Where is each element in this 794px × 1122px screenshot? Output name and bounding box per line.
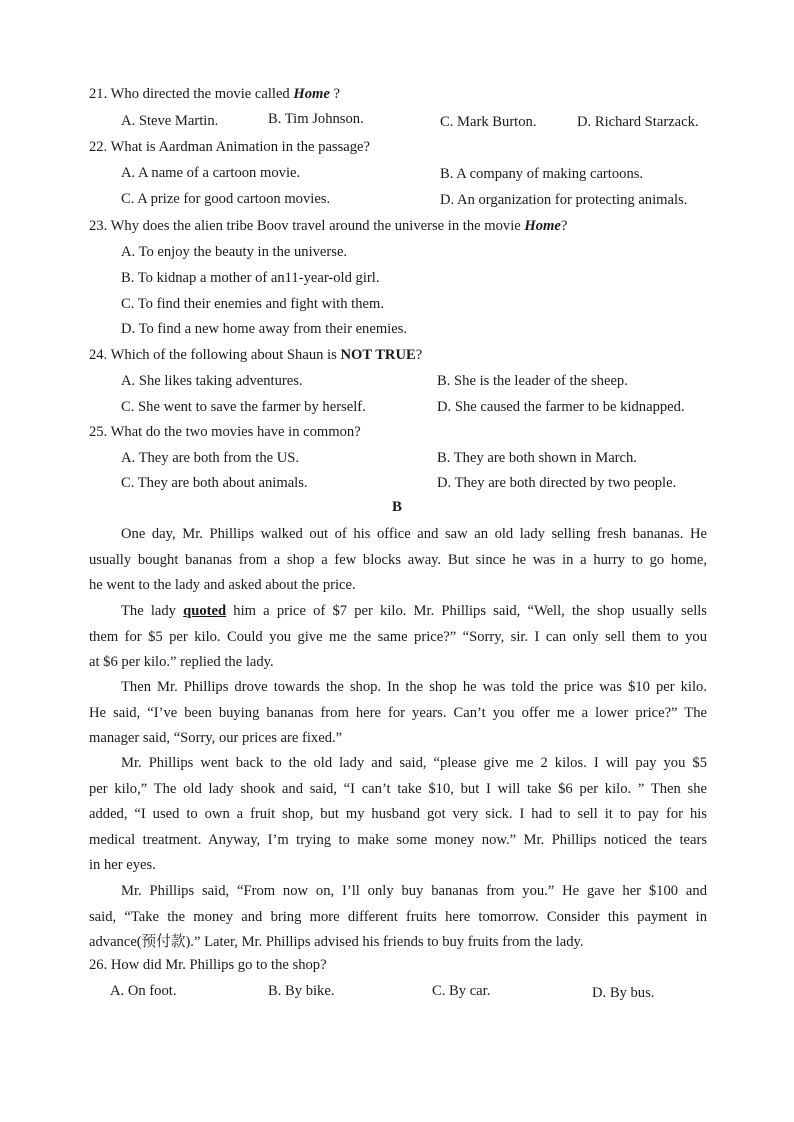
q25-option-b: B. They are both shown in March. <box>437 450 637 466</box>
passage-paragraph-2 <box>89 599 707 676</box>
q21-option-b: B. Tim Johnson. <box>268 111 364 127</box>
passage-line: manager said, “Sorry, our prices are fixed.” <box>89 730 343 746</box>
passage-text: The lady <box>121 603 184 619</box>
passage-line: Mr. Phillips said, “From now on, I’ll only buy bananas from you.” He gave her $100 and <box>121 883 707 899</box>
question-23-stem <box>89 218 567 235</box>
q24-option-d: D. She caused the farmer to be kidnapped. <box>437 399 685 415</box>
passage-paragraph-3 <box>89 675 707 752</box>
question-25-stem: 25. What do the two movies have in common? <box>89 424 361 440</box>
q25-option-a: A. They are both from the US. <box>121 450 300 466</box>
passage-line: in her eyes. <box>89 857 156 873</box>
q21-option-d: D. Richard Starzack. <box>577 114 699 130</box>
q23-movie-title: Home <box>524 218 561 234</box>
passage-line: added, “I used to own a fruit shop, but my husband got very sick. I had to sell it to pay for his <box>89 806 707 822</box>
q25-option-d: D. They are both directed by two people. <box>437 475 677 491</box>
q24-option-c: C. She went to save the farmer by herself. <box>121 399 366 415</box>
q24-option-a: A. She likes taking adventures. <box>121 373 303 389</box>
q23-option-c: C. To find their enemies and fight with them. <box>121 296 384 312</box>
passage-line: He said, “I’ve been buying bananas from here for years. Can’t you offer me a lower price?” The <box>89 704 707 721</box>
passage-line: advance(预付款).” Later, Mr. Phillips advised his friends to buy fruits from the lady. <box>89 934 584 950</box>
q22-option-b: B. A company of making cartoons. <box>440 166 644 182</box>
q23-stem-end: ? <box>560 218 568 234</box>
passage-line: One day, Mr. Phillips walked out of his office and saw an old lady selling fresh bananas. He <box>121 526 707 542</box>
passage-line: Then Mr. Phillips drove towards the shop. In the shop he was told the price was $10 per kilo. <box>121 679 707 695</box>
q22-option-a: A. A name of a cartoon movie. <box>121 165 301 181</box>
q22-option-d: D. An organization for protecting animals. <box>440 192 688 208</box>
question-26-stem: 26. How did Mr. Phillips go to the shop? <box>89 957 327 973</box>
passage-line: usually bought bananas from a shop a few blocks away. But since he was in a hurry to go home, <box>89 551 707 568</box>
q26-option-c: C. By car. <box>432 983 491 999</box>
q24-not-true: NOT TRUE <box>340 347 416 363</box>
q26-option-b: B. By bike. <box>268 983 335 999</box>
passage-text: him a price of $7 per kilo. Mr. Phillips said, “Well, the shop usually sells <box>226 603 707 619</box>
passage-line: medical treatment. Anyway, I’m trying to make some money now.” Mr. Phillips noticed the tears <box>89 831 707 848</box>
passage-paragraph-4 <box>89 751 707 879</box>
q21-movie-title: Home <box>293 86 330 102</box>
section-b-heading: B <box>391 499 402 515</box>
question-22-stem: 22. What is Aardman Animation in the passage? <box>89 139 371 155</box>
q22-option-c: C. A prize for good cartoon movies. <box>121 191 331 207</box>
passage-line: said, “Take the money and bring more different fruits here tomorrow. Consider this payment in <box>89 908 707 925</box>
question-21-stem <box>89 86 340 103</box>
passage-line: per kilo,” The old lady shook and said, “I can’t take $10, but I will take $6 per kilo. ” Then she <box>89 780 707 797</box>
passage-paragraph-1 <box>89 522 707 599</box>
question-24-stem <box>89 347 422 364</box>
q26-option-a: A. On foot. <box>110 983 177 999</box>
q21-stem-end: ? <box>329 86 341 102</box>
passage-line: at $6 per kilo.” replied the lady. <box>89 654 274 670</box>
q23-option-b: B. To kidnap a mother of an11-year-old girl. <box>121 270 380 286</box>
q25-option-c: C. They are both about animals. <box>121 475 308 491</box>
q24-stem-end: ? <box>415 347 423 363</box>
passage-line: he went to the lady and asked about the price. <box>89 577 356 593</box>
passage-line <box>89 599 707 625</box>
q23-option-a: A. To enjoy the beauty in the universe. <box>121 244 348 260</box>
q23-option-d: D. To find a new home away from their enemies. <box>121 321 408 337</box>
q24-option-b: B. She is the leader of the sheep. <box>437 373 628 389</box>
passage-line: Mr. Phillips went back to the old lady and said, “please give me 2 kilos. I will pay you $5 <box>121 755 707 771</box>
q21-option-c: C. Mark Burton. <box>440 114 537 130</box>
q26-option-d: D. By bus. <box>592 985 655 1001</box>
q21-stem-text: 21. Who directed the movie called <box>89 86 294 102</box>
passage-paragraph-5 <box>89 879 707 956</box>
passage-line: them for $5 per kilo. Could you give me the same price?” “Sorry, sir. I can only sell them to you <box>89 628 707 645</box>
q21-option-a: A. Steve Martin. <box>121 113 219 129</box>
q23-stem-text: 23. Why does the alien tribe Boov travel around the universe in the movie <box>89 218 525 234</box>
q24-stem-text: 24. Which of the following about Shaun is <box>89 347 341 363</box>
underlined-word-quoted: quoted <box>183 603 227 619</box>
